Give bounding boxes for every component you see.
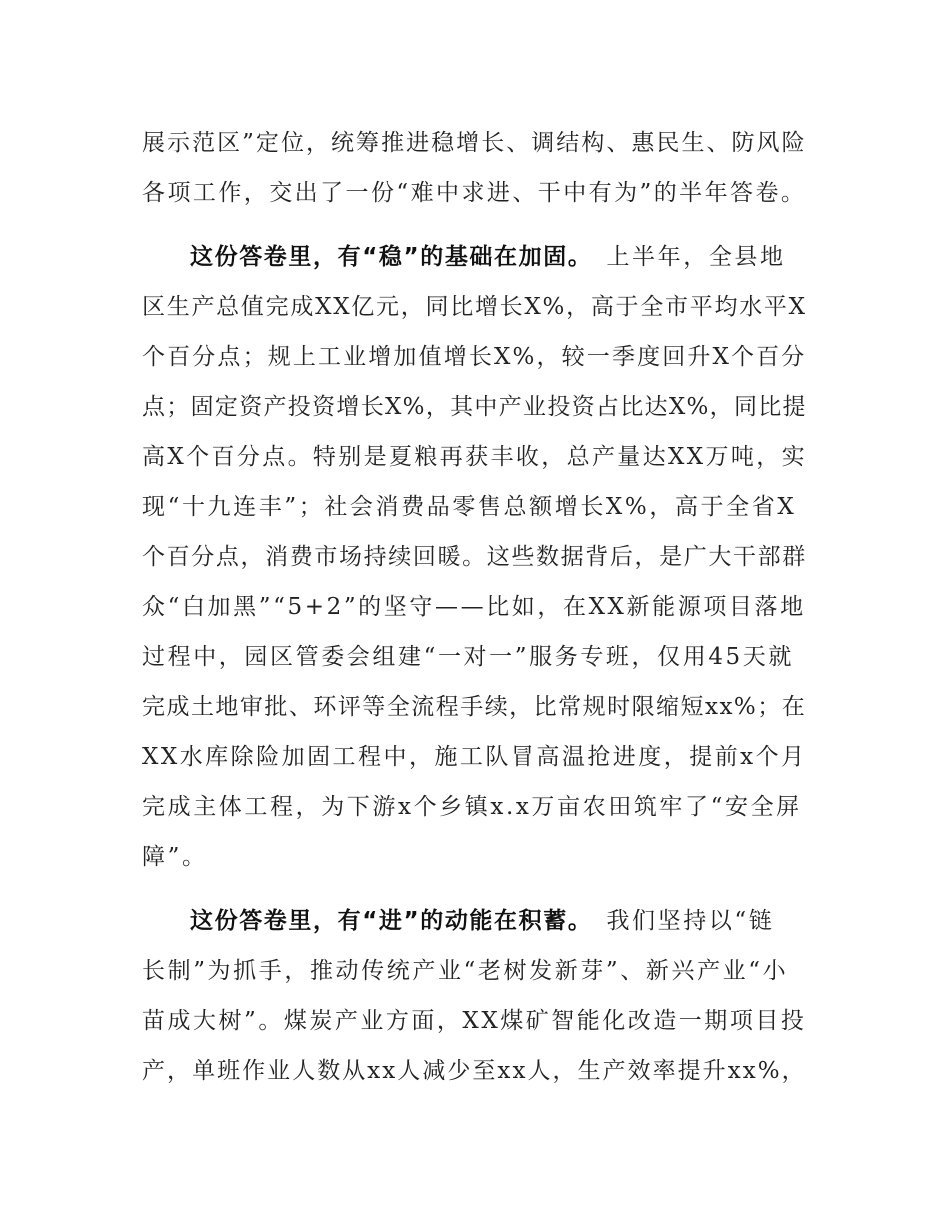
text-line: 众“白加黑”“5+2”的坚守——比如，在XX新能源项目落地 (142, 594, 806, 620)
text-span: 我们坚持以“链 (606, 908, 775, 934)
text-line: 苗成大树”。煤炭产业方面，XX煤矿智能化改造一期项目投 (142, 1008, 807, 1034)
text-line: 产，单班作业人数从xx人减少至xx人，生产效率提升xx%， (142, 1058, 807, 1084)
text-span: 上半年，全县地 (606, 244, 786, 270)
text-line: 点；固定资产投资增长X%，其中产业投资占比达X%，同比提 (142, 394, 807, 420)
text-line: 过程中，园区管委会组建“一对一”服务专班，仅用45天就 (142, 644, 794, 670)
text-line: 展示范区”定位，统筹推进稳增长、调结构、惠民生、防风险 (142, 130, 807, 156)
text-line: 高X个百分点。特别是夏粮再获丰收，总产量达XX万吨，实 (142, 444, 807, 470)
text-line: 各项工作，交出了一份“难中求进、干中有为”的半年答卷。 (142, 180, 807, 206)
text-line: 个百分点，消费市场持续回暖。这些数据背后，是广大干部群 (142, 544, 807, 570)
text-line: 现“十九连丰”；社会消费品零售总额增长X%，高于全省X (142, 494, 797, 520)
text-line: 完成主体工程，为下游x个乡镇x.x万亩农田筑牢了“安全屏 (142, 794, 802, 820)
text-line: 长制”为抓手，推动传统产业“老树发新芽”、新兴产业“小 (142, 958, 789, 984)
text-line: 障”。 (142, 844, 208, 870)
paragraph-lead-heading: 这份答卷里，有“稳”的基础在加固。 (190, 244, 593, 270)
text-line: XX水库除险加固工程中，施工队冒高温抢进度，提前x个月 (142, 744, 807, 770)
text-line: 个百分点；规上工业增加值增长X%，较一季度回升X个百分 (142, 344, 807, 370)
paragraph-first-line (190, 906, 774, 936)
text-line: 完成土地审批、环评等全流程手续，比常规时限缩短xx%；在 (142, 694, 807, 720)
paragraph-lead-heading: 这份答卷里，有“进”的动能在积蓄。 (190, 908, 593, 934)
text-line: 区生产总值完成XX亿元，同比增长X%，高于全市平均水平X (142, 294, 807, 320)
paragraph-first-line (190, 242, 786, 272)
